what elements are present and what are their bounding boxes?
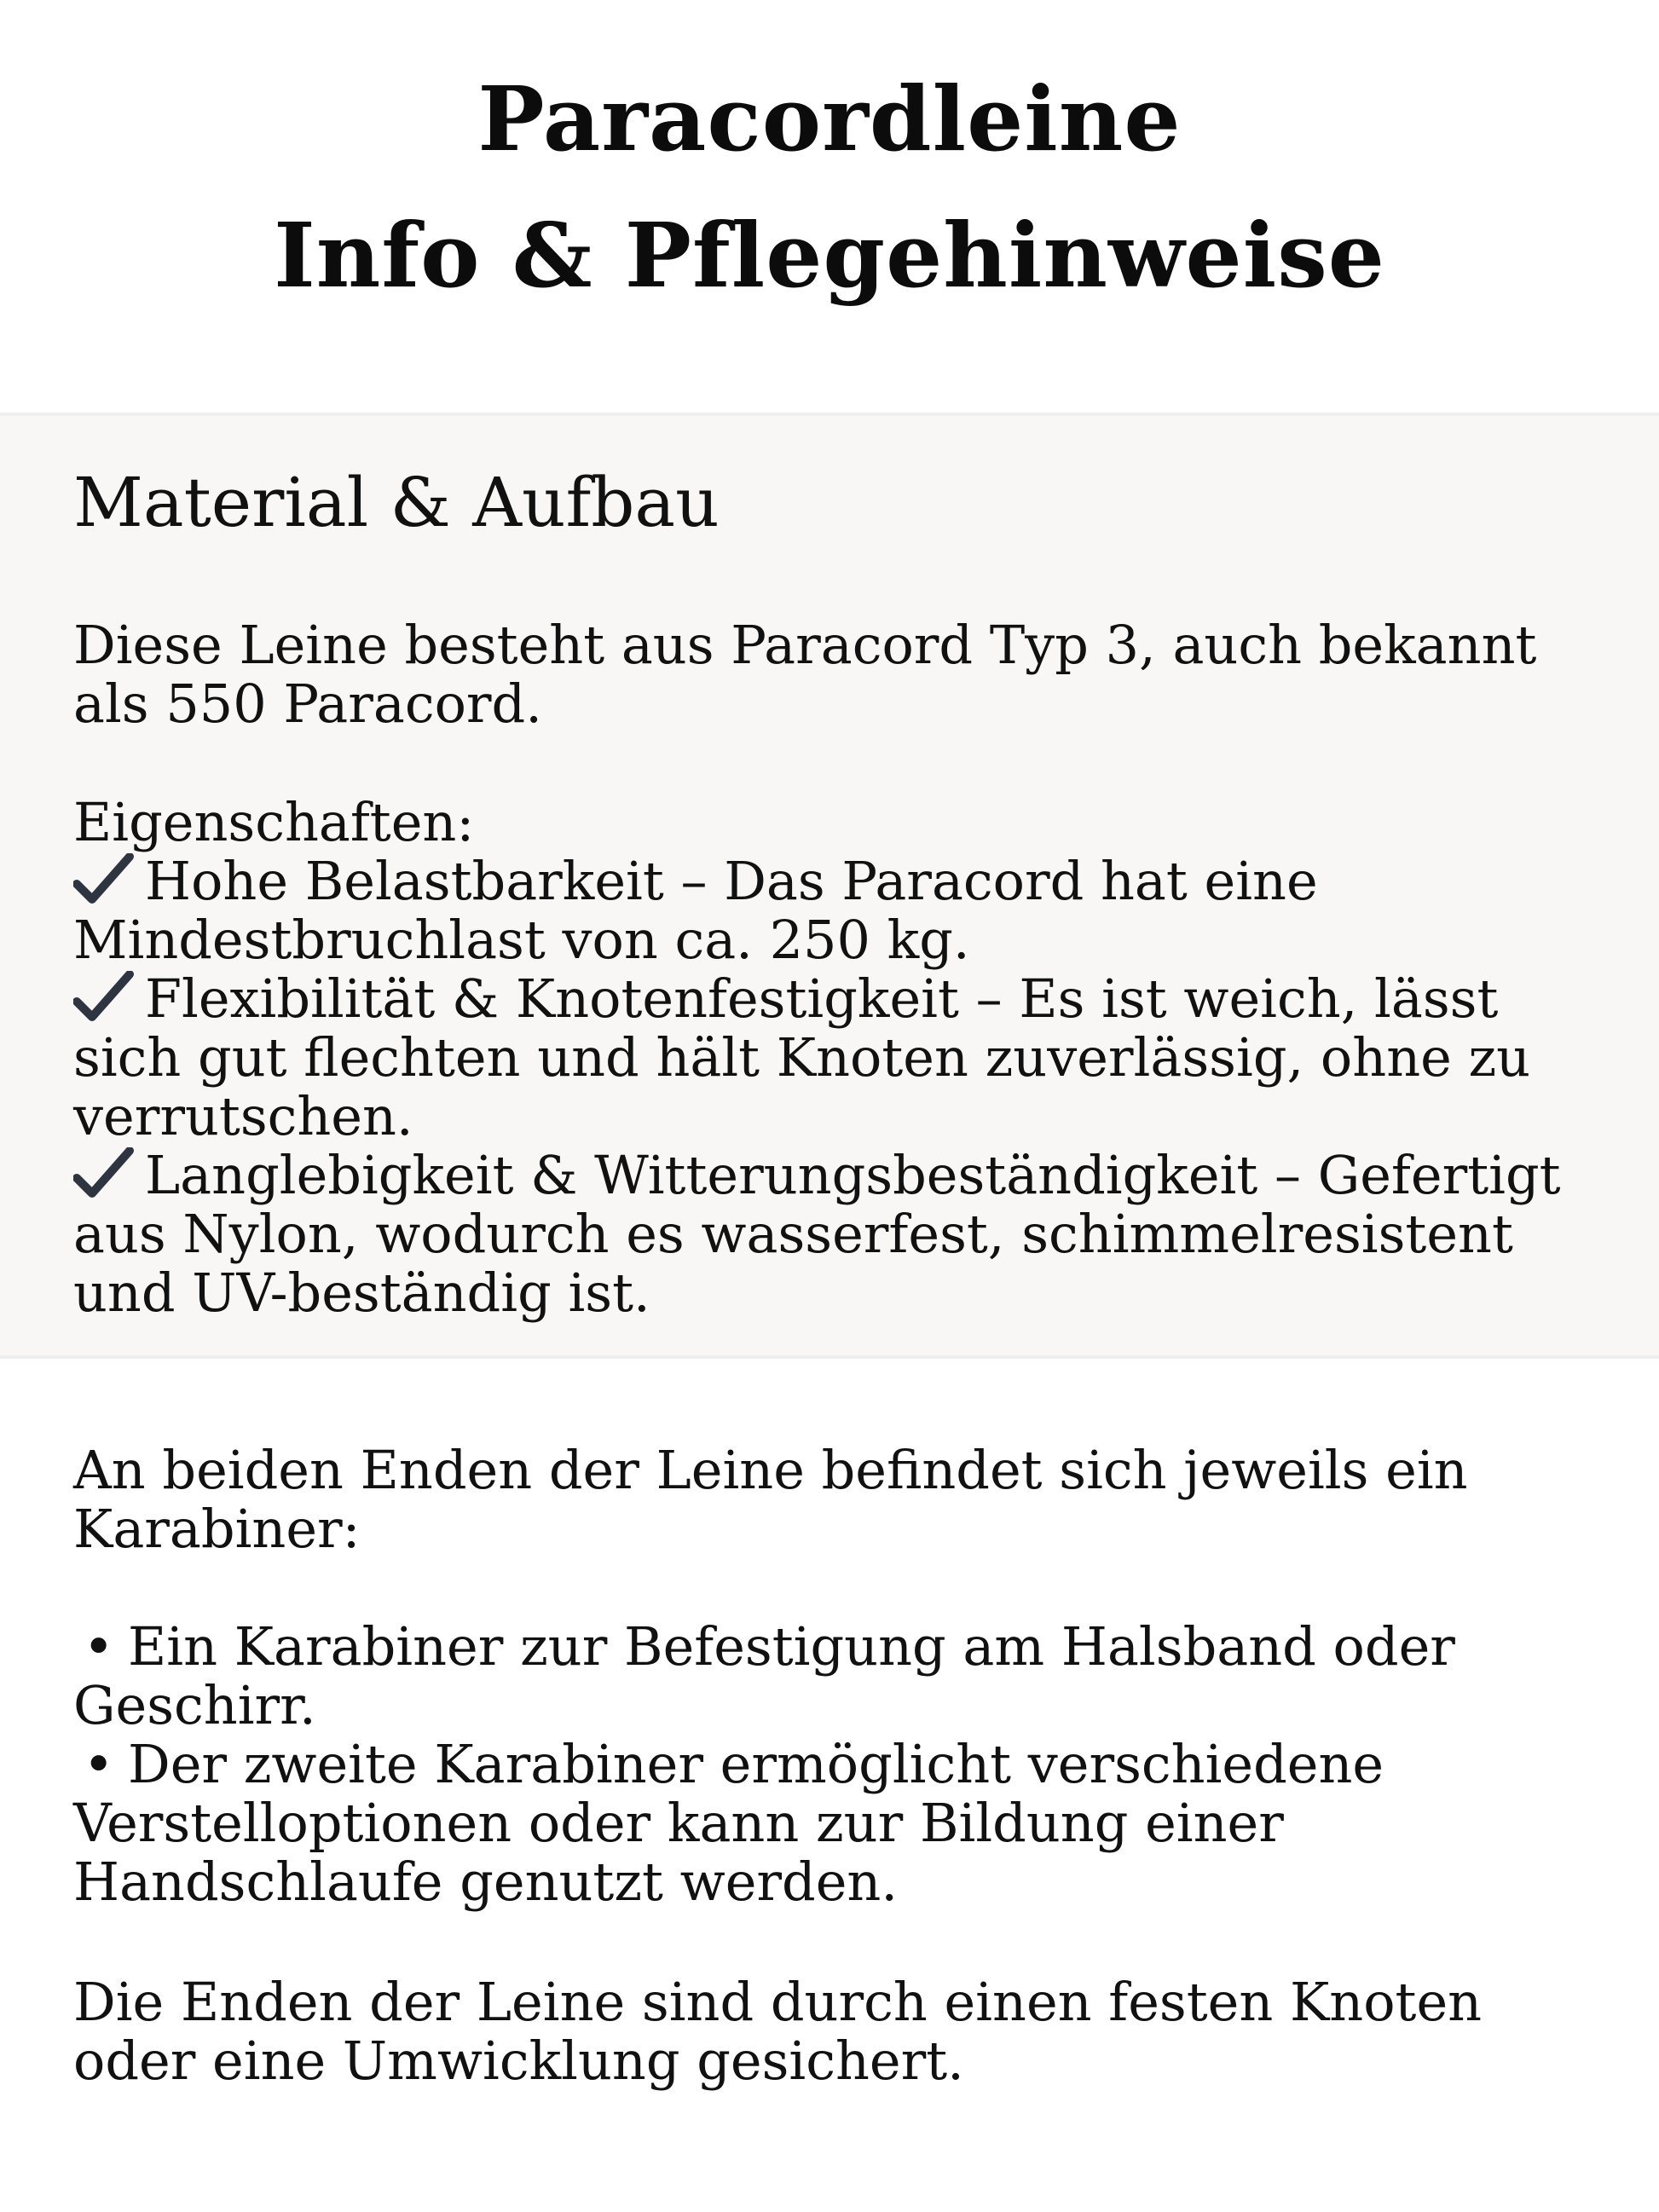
property-item <box>73 1146 1561 1204</box>
bullet-2-line-3: Handschlaufe genutzt werden. <box>73 1851 899 1913</box>
bullet-item <box>73 1735 1384 1793</box>
property-2-line-2: sich gut flechten und hält Knoten zuverlässig, ohne zu <box>73 1026 1531 1089</box>
material-intro-line-2: als 550 Paracord. <box>73 673 542 735</box>
property-1-line-1: Hohe Belastbarkeit – Das Paracord hat eine <box>145 850 1318 912</box>
material-section-heading: Material & Aufbau <box>73 463 720 542</box>
property-2-line-1: Flexibilität & Knotenfestigkeit – Es ist weich, lässt <box>145 967 1499 1030</box>
title-line-2: Info & Pflegehinweise <box>274 203 1385 308</box>
bullet-marker: • <box>83 1615 114 1678</box>
check-icon <box>73 971 135 1022</box>
bullet-1-line-2: Geschirr. <box>73 1674 316 1736</box>
check-icon <box>73 1147 135 1198</box>
properties-label: Eigenschaften: <box>73 791 475 853</box>
property-item <box>73 852 1318 910</box>
carabiner-intro-line-2: Karabiner: <box>73 1498 361 1560</box>
page-title <box>0 51 1659 324</box>
property-2-line-3: verrutschen. <box>73 1085 413 1147</box>
closing-line-2: oder eine Umwicklung gesichert. <box>73 2030 964 2092</box>
bullet-2-line-1: Der zweite Karabiner ermöglicht verschiedene <box>128 1733 1384 1795</box>
closing-line-1: Die Enden der Leine sind durch einen festen Knoten <box>73 1971 1483 2033</box>
check-icon <box>73 853 135 904</box>
carabiner-intro-line-1: An beiden Enden der Leine befindet sich jeweils ein <box>73 1439 1468 1501</box>
property-3-line-3: und UV-beständig ist. <box>73 1262 650 1324</box>
title-line-1: Paracordleine <box>477 66 1182 171</box>
property-3-line-2: aus Nylon, wodurch es wasserfest, schimmelresistent <box>73 1203 1513 1265</box>
bullet-marker: • <box>83 1733 114 1795</box>
bullet-item <box>73 1617 1455 1676</box>
bullet-2-line-2: Verstelloptionen oder kann zur Bildung einer <box>73 1792 1284 1854</box>
material-intro-line-1: Diese Leine besteht aus Paracord Typ 3, auch bekannt <box>73 614 1537 676</box>
property-3-line-1: Langlebigkeit & Witterungsbeständigkeit – Gefertigt <box>145 1144 1561 1206</box>
property-1-line-2: Mindestbruchlast von ca. 250 kg. <box>73 909 970 971</box>
property-item <box>73 969 1498 1028</box>
bullet-1-line-1: Ein Karabiner zur Befestigung am Halsband oder <box>128 1615 1455 1678</box>
